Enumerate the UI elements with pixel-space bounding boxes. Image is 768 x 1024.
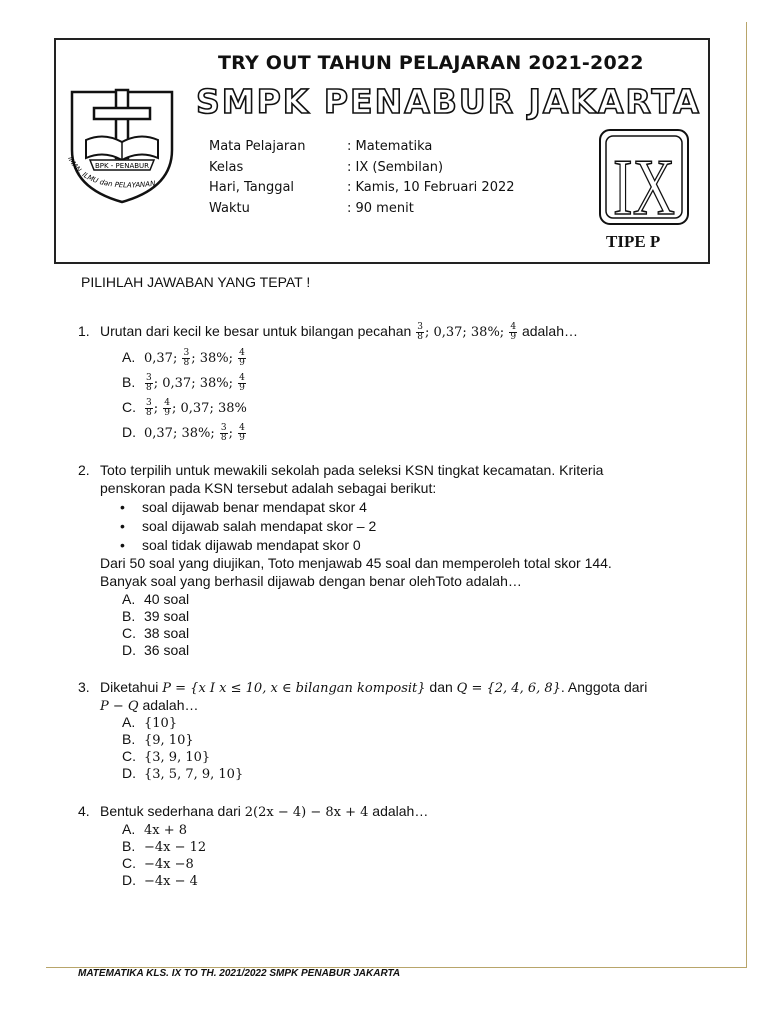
bullet-item: • soal dijawab salah mendapat skor – 2 bbox=[142, 518, 376, 535]
option-b[interactable]: B. $\frac{3}{8}$ ; 0,37; 38%; $\frac{4}{9}$ bbox=[122, 373, 245, 393]
info-value: : Kamis, 10 Februari 2022 bbox=[347, 180, 515, 195]
option-a[interactable]: A. 0,37; $\frac{3}{8}$ ; 38%; $\frac{4}{9}$ bbox=[122, 348, 245, 368]
info-label: Waktu bbox=[209, 200, 250, 216]
option-d[interactable]: D. 36 soal bbox=[122, 642, 190, 658]
svg-text:IX: IX bbox=[613, 144, 675, 226]
question-stem: Dari 50 soal yang diujikan, Toto menjawab 45 soal dan memperoleh total skor 144. bbox=[100, 555, 612, 571]
option-c[interactable]: C. {3, 9, 10} bbox=[122, 748, 211, 765]
exam-info bbox=[209, 137, 515, 219]
info-label: Hari, Tanggal bbox=[209, 180, 295, 195]
question-number: 2. bbox=[78, 462, 90, 478]
question-number: 4. bbox=[78, 803, 90, 819]
option-d[interactable]: D. 0,37; 38%; $\frac{3}{8}$ ; $\frac{4}{9}$ bbox=[122, 423, 245, 443]
svg-text:IMAN, ILMU dan PELAYANAN: IMAN, ILMU dan PELAYANAN bbox=[66, 155, 156, 190]
bullet-item: • soal tidak dijawab mendapat skor 0 bbox=[142, 537, 361, 554]
info-value: : IX (Sembilan) bbox=[347, 159, 444, 175]
question-stem: Banyak soal yang berhasil dijawab dengan benar olehToto adalah… bbox=[100, 573, 522, 589]
option-a[interactable]: A. 40 soal bbox=[122, 591, 190, 607]
info-label: Mata Pelajaran bbox=[209, 139, 306, 154]
bullet-item: • soal dijawab benar mendapat skor 4 bbox=[142, 499, 367, 516]
instruction: PILIHLAH JAWABAN YANG TEPAT ! bbox=[81, 274, 311, 290]
question-stem: Bentuk sederhana dari 2(2x − 4) − 8x + 4 adalah… bbox=[100, 803, 429, 820]
question-stem: penskoran pada KSN tersebut adalah sebagai berikut: bbox=[100, 480, 437, 496]
option-d[interactable]: D. −4x − 4 bbox=[122, 872, 198, 889]
question-stem: Toto terpilih untuk mewakili sekolah pada seleksi KSN tingkat kecamatan. Kriteria bbox=[100, 462, 604, 478]
info-value: : 90 menit bbox=[347, 200, 414, 216]
option-a[interactable]: A. {10} bbox=[122, 714, 178, 731]
grade-box bbox=[598, 128, 690, 226]
option-c[interactable]: C. 38 soal bbox=[122, 625, 190, 641]
info-value: : Matematika bbox=[347, 139, 433, 154]
page-footer: MATEMATIKA KLS. IX TO TH. 2021/2022 SMPK PENABUR JAKARTA bbox=[78, 968, 401, 979]
option-c[interactable]: C. −4x −8 bbox=[122, 855, 194, 872]
question-stem: Diketahui P = {x I x ≤ 10, x ∈ bilangan komposit} dan Q = {2, 4, 6, 8}. Anggota dari bbox=[100, 679, 648, 696]
exam-type: TIPE P bbox=[606, 232, 661, 251]
exam-title: TRY OUT TAHUN PELAJARAN 2021-2022 bbox=[218, 52, 644, 74]
option-b[interactable]: B. −4x − 12 bbox=[122, 838, 207, 855]
info-label: Kelas bbox=[209, 159, 244, 175]
option-b[interactable]: B. {9, 10} bbox=[122, 731, 194, 748]
option-d[interactable]: D. {3, 5, 7, 9, 10} bbox=[122, 765, 244, 782]
option-c[interactable]: C. $\frac{3}{8}$ ; $\frac{4}{9}$ ; 0,37; 38% bbox=[122, 398, 247, 418]
question-stem: P − Q adalah… bbox=[100, 697, 199, 714]
question-number: 1. bbox=[78, 323, 90, 339]
school-name: SMPK PENABUR JAKARTA bbox=[196, 82, 701, 121]
svg-text:BPK - PENABUR: BPK - PENABUR bbox=[94, 162, 150, 170]
option-a[interactable]: A. 4x + 8 bbox=[122, 821, 188, 838]
question-number: 3. bbox=[78, 679, 90, 695]
school-logo bbox=[66, 88, 178, 206]
option-b[interactable]: B. 39 soal bbox=[122, 608, 190, 624]
question-stem: Urutan dari kecil ke besar untuk bilangan pecahan $\frac{3}{8}$ ; 0,37; 38%; $\frac{4}{9}$ adalah… bbox=[100, 322, 578, 342]
